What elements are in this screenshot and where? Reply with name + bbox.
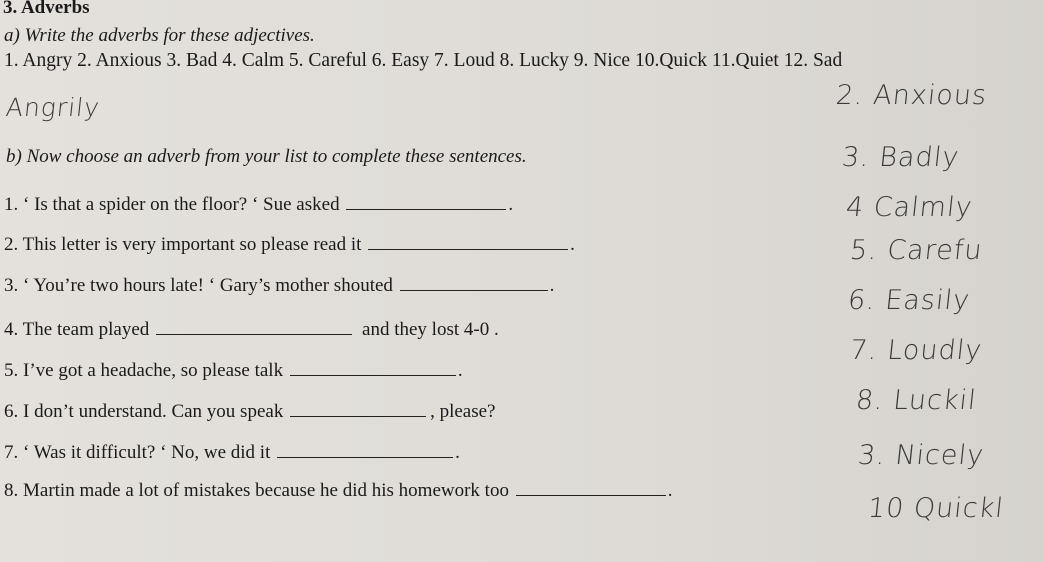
sentence-6-text: 6. I don’t understand. Can you speak — [4, 401, 284, 422]
sentence-4 — [4, 319, 499, 341]
sentence-1 — [4, 194, 513, 216]
sentence-2-blank[interactable] — [368, 248, 568, 250]
handwritten-answer-5: 5. Carefu — [848, 235, 985, 266]
sentence-7-text: 7. ‘ Was it difficult? ‘ No, we did it — [4, 442, 271, 463]
handwritten-answer-3: 3. Badly — [840, 142, 961, 173]
sentence-8-end: . — [667, 480, 673, 501]
handwritten-answer-9: 3. Nicely — [856, 440, 986, 471]
sentence-6 — [4, 401, 495, 423]
handwritten-answer-4: 4 Calmly — [844, 192, 975, 223]
sentence-5-end: . — [457, 360, 463, 381]
section-title: 3. Adverbs — [3, 0, 90, 18]
sentence-7 — [4, 442, 460, 464]
sentence-4-end: and they lost 4-0 . — [362, 319, 499, 340]
sentence-6-blank[interactable] — [290, 415, 426, 417]
sentence-4-text: 4. The team played — [4, 319, 150, 340]
sentence-8-text: 8. Martin made a lot of mistakes because he did his homework too — [4, 480, 509, 501]
sentence-2-text: 2. This letter is very important so please read it — [4, 234, 362, 255]
sentence-2-end: . — [570, 234, 575, 255]
sentence-1-blank[interactable] — [346, 208, 506, 210]
handwritten-answer-8: 8. Luckil — [854, 385, 979, 416]
sentence-5-blank[interactable] — [290, 374, 456, 376]
sentence-1-text: 1. ‘ Is that a spider on the floor? ‘ Sue asked — [4, 194, 340, 215]
sentence-8 — [4, 480, 672, 502]
sentence-3-blank[interactable] — [400, 289, 548, 291]
sentence-3-text: 3. ‘ You’re two hours late! ‘ Gary’s mother shouted — [4, 275, 393, 296]
sentence-6-end: , please? — [430, 401, 496, 422]
sentence-4-blank[interactable] — [156, 333, 352, 335]
part-b-instruction: b) Now choose an adverb from your list to complete these sentences. — [6, 146, 527, 167]
handwritten-answer-10: 10 Quickl — [866, 493, 1006, 524]
handwritten-answer-6: 6. Easily — [846, 285, 972, 316]
sentence-5 — [4, 360, 463, 382]
handwritten-answer-7: 7. Loudly — [848, 335, 984, 366]
sentence-3-end: . — [549, 275, 555, 296]
handwritten-answer-angrily: Angrily — [4, 93, 102, 122]
sentence-2 — [4, 234, 575, 256]
adjective-list: 1. Angry 2. Anxious 3. Bad 4. Calm 5. Careful 6. Easy 7. Loud 8. Lucky 9. Nice 10.Quick 11.Quiet 12. Sad — [4, 50, 843, 71]
sentence-8-blank[interactable] — [516, 494, 666, 496]
sentence-1-end: . — [508, 194, 514, 215]
sentence-7-end: . — [455, 442, 460, 463]
sentence-3 — [4, 275, 554, 297]
part-a-instruction: a) Write the adverbs for these adjectives. — [4, 25, 315, 46]
sentence-5-text: 5. I’ve got a headache, so please talk — [4, 360, 284, 381]
sentence-7-blank[interactable] — [277, 456, 453, 458]
handwritten-answer-2: 2. Anxious — [834, 80, 989, 111]
